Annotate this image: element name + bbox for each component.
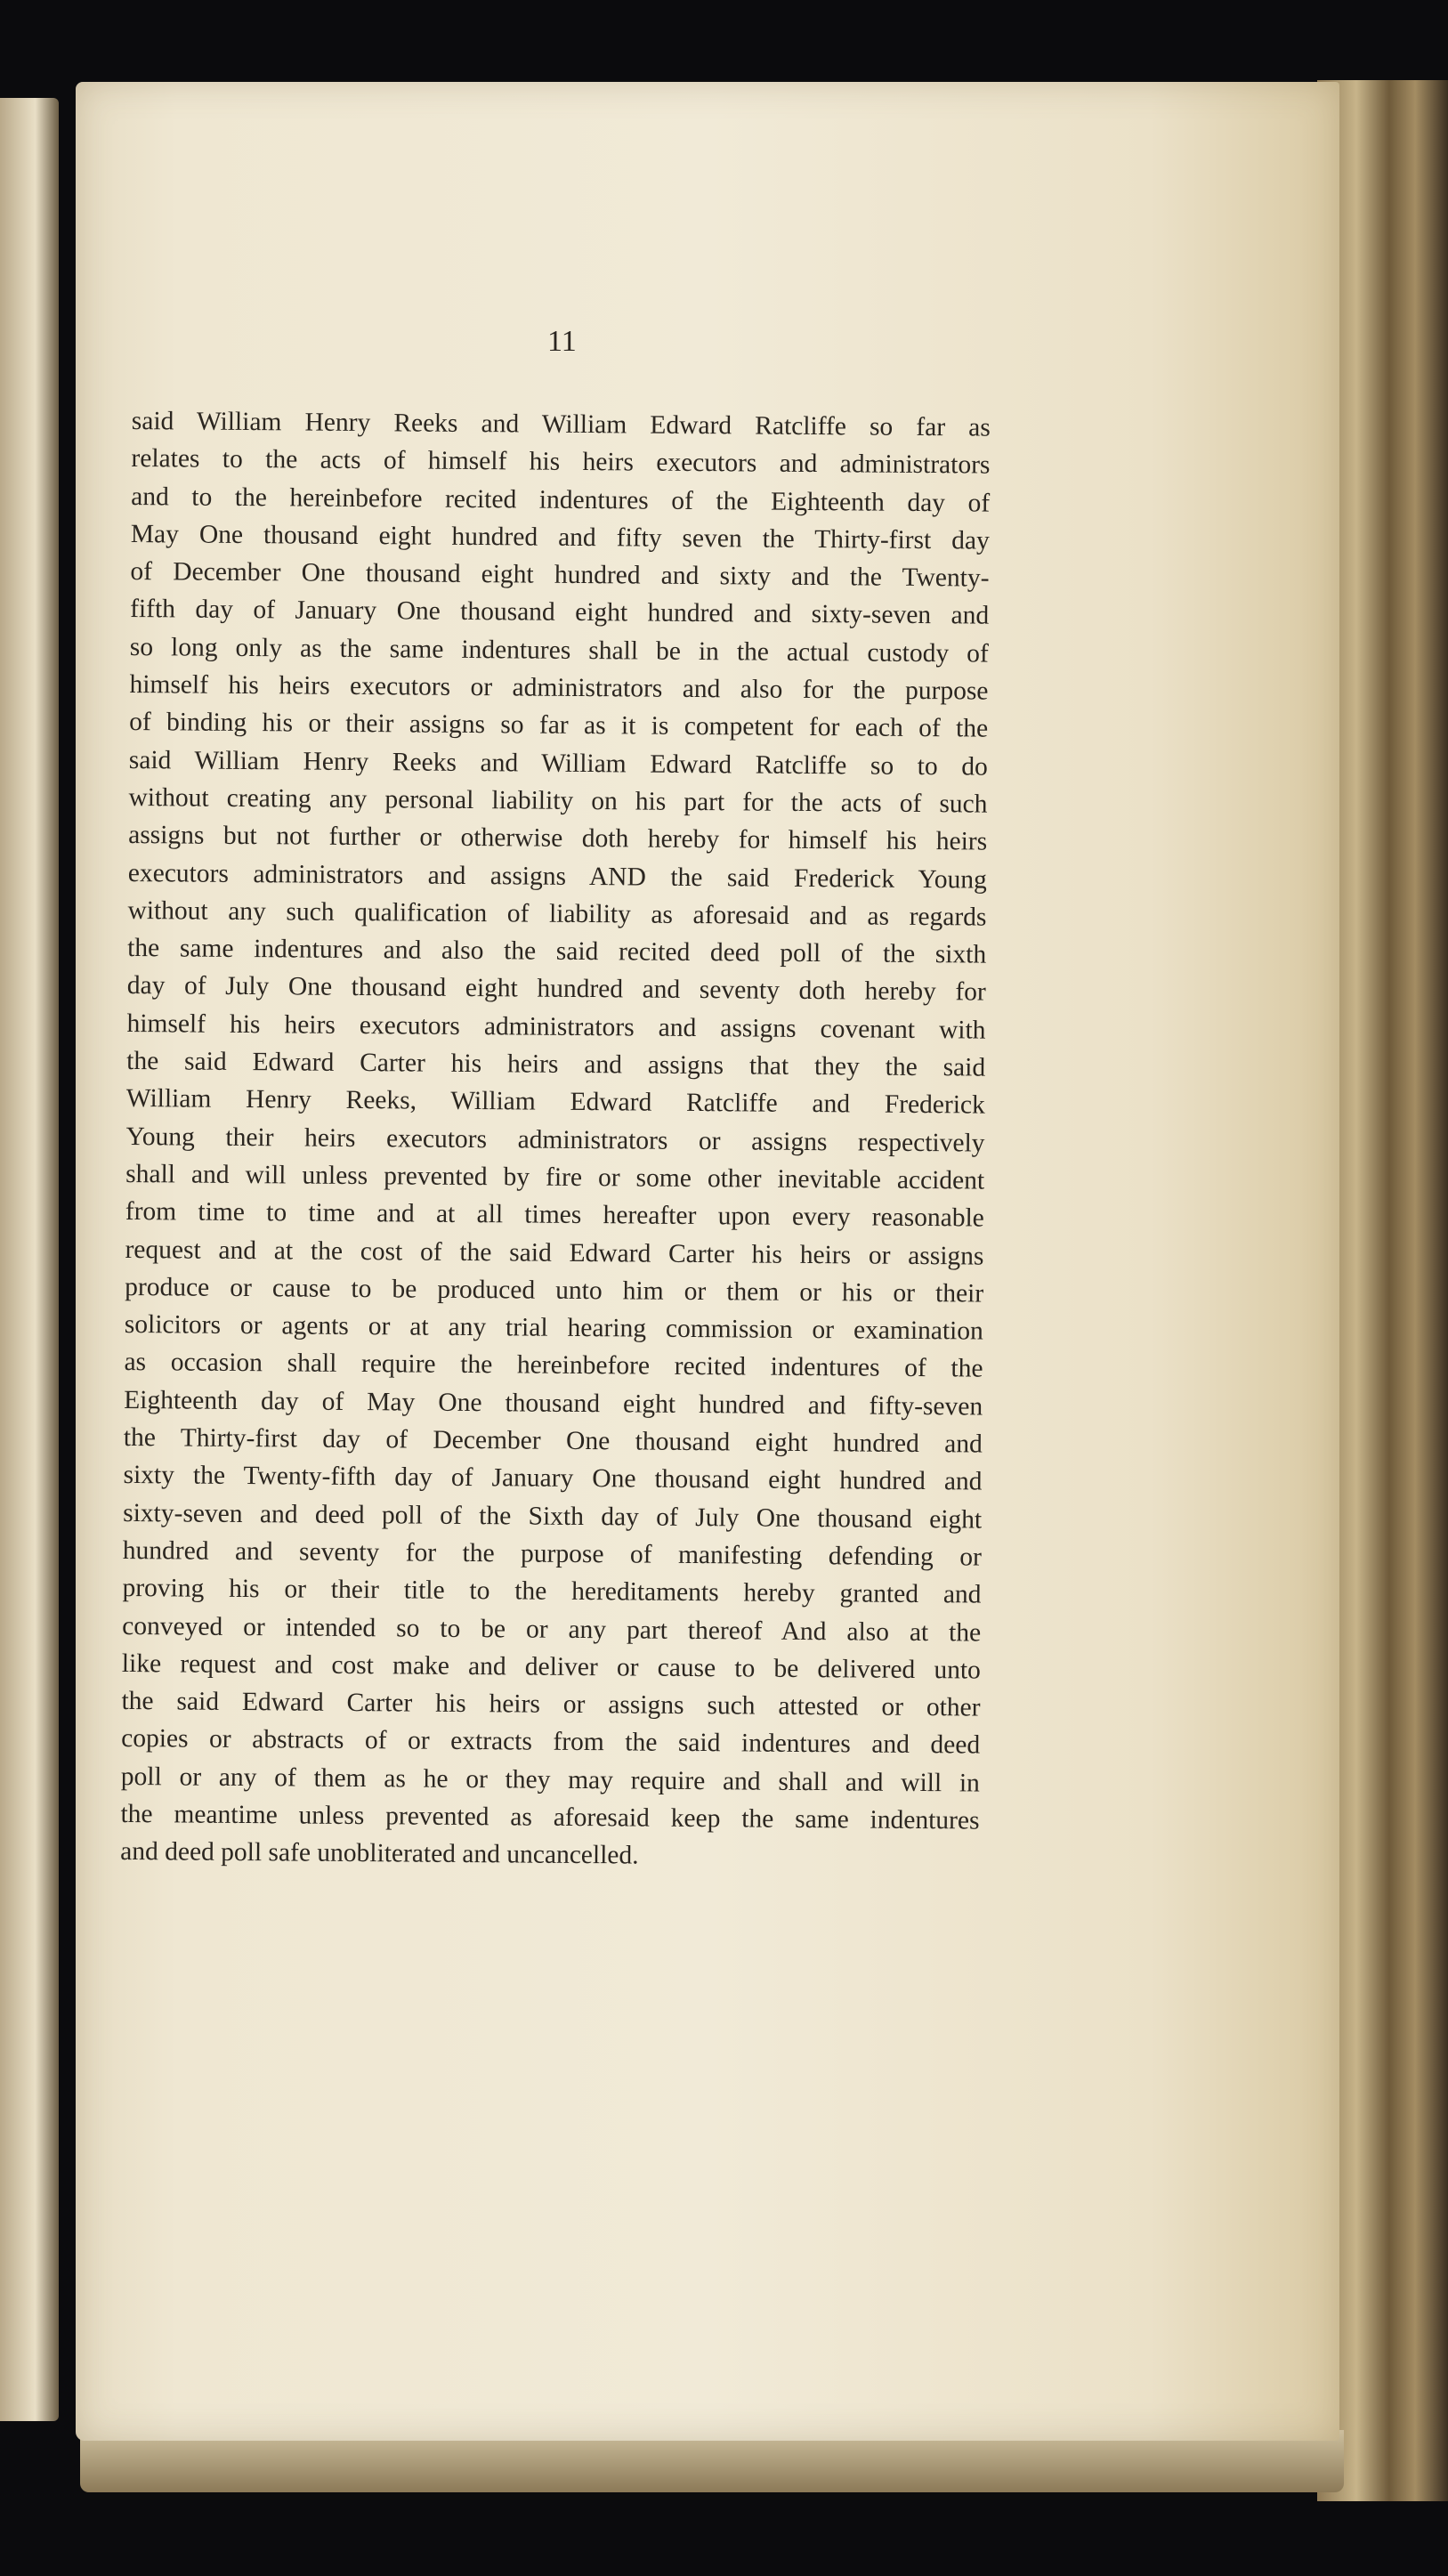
- text-line: conveyed or intended so to be or any part thereof And also at the: [122, 1611, 982, 1648]
- text-line: himself his heirs executors administrators and assigns covenant with: [126, 1009, 986, 1045]
- text-line: fifth day of January One thousand eight hundred and sixty-seven and: [130, 595, 990, 631]
- text-line: like request and cost make and deliver or cause to be delivered unto: [121, 1648, 981, 1685]
- text-line: day of July One thousand eight hundred and seventy doth hereby for: [126, 971, 986, 1008]
- text-line: without any such qualification of liability as aforesaid and as regards: [127, 895, 987, 932]
- text-line: of December One thousand eight hundred and sixty and the Twenty-: [130, 557, 990, 593]
- text-line: the same indentures and also the said recited deed poll of the sixth: [127, 934, 987, 969]
- text-line: relates to the acts of himself his heirs executors and administrators: [131, 444, 991, 480]
- text-line: request and at the cost of the said Edward Carter his heirs or assigns: [125, 1235, 984, 1271]
- body-text: [120, 402, 991, 1877]
- text-line: sixty the Twenty-fifth day of January One thousand eight hundred and: [123, 1461, 983, 1496]
- text-line: May One thousand eight hundred and fifty seven the Thirty-first day: [130, 519, 990, 555]
- text-line: and deed poll safe unobliterated and uncancelled.: [120, 1837, 639, 1870]
- page-number: 11: [547, 325, 577, 358]
- text-line: assigns but not further or otherwise doth hereby for himself his heirs: [128, 821, 988, 856]
- text-line: produce or cause to be produced unto him or them or his or their: [125, 1272, 984, 1308]
- text-line: executors administrators and assigns AND the said Frederick Young: [127, 858, 987, 895]
- facing-page-edge: [0, 98, 59, 2421]
- text-line: proving his or their title to the hereditaments hereby granted and: [122, 1574, 982, 1609]
- text-line: as occasion shall require the hereinbefore recited indentures of the: [124, 1348, 983, 1383]
- text-line: the said Edward Carter his heirs or assigns such attested or other: [121, 1687, 981, 1722]
- text-line: Eighteenth day of May One thousand eight hundred and fifty-seven: [124, 1385, 983, 1422]
- text-line: solicitors or agents or at any trial hearing commission or examination: [124, 1310, 983, 1346]
- text-line: William Henry Reeks, William Edward Ratcliffe and Frederick: [125, 1084, 985, 1120]
- text-line: poll or any of them as he or they may require and shall and will in: [120, 1762, 980, 1798]
- text-line: the said Edward Carter his heirs and assigns that they the said: [126, 1047, 986, 1082]
- text-line: the Thirty-first day of December One thousand eight hundred and: [123, 1422, 983, 1459]
- text-line: without creating any personal liability on his part for the acts of such: [128, 782, 988, 819]
- text-line: and to the hereinbefore recited indentures of the Eighteenth day of: [131, 482, 991, 518]
- text-line: copies or abstracts of or extracts from the said indentures and deed: [121, 1724, 981, 1760]
- text-line: shall and will unless prevented by fire or some other inevitable accident: [125, 1159, 985, 1195]
- text-line: sixty-seven and deed poll of the Sixth day of July One thousand eight: [123, 1498, 983, 1535]
- text-line: so long only as the same indentures shall be in the actual custody of: [129, 632, 989, 668]
- text-line: himself his heirs executors or administrators and also for the purpose: [129, 670, 989, 706]
- text-line: from time to time and at all times hereafter upon every reasonable: [125, 1197, 984, 1233]
- text-line: Young their heirs executors administrators or assigns respectively: [125, 1122, 985, 1158]
- text-line: the meantime unless prevented as aforesaid keep the same indentures: [120, 1799, 980, 1835]
- text-line: of binding his or their assigns so far as it is competent for each of the: [129, 708, 989, 743]
- text-line: hundred and seventy for the purpose of manifesting defending or: [122, 1535, 982, 1572]
- text-line: said William Henry Reeks and William Edward Ratcliffe so to do: [128, 745, 988, 782]
- text-line: said William Henry Reeks and William Edward Ratcliffe so far as: [131, 406, 991, 442]
